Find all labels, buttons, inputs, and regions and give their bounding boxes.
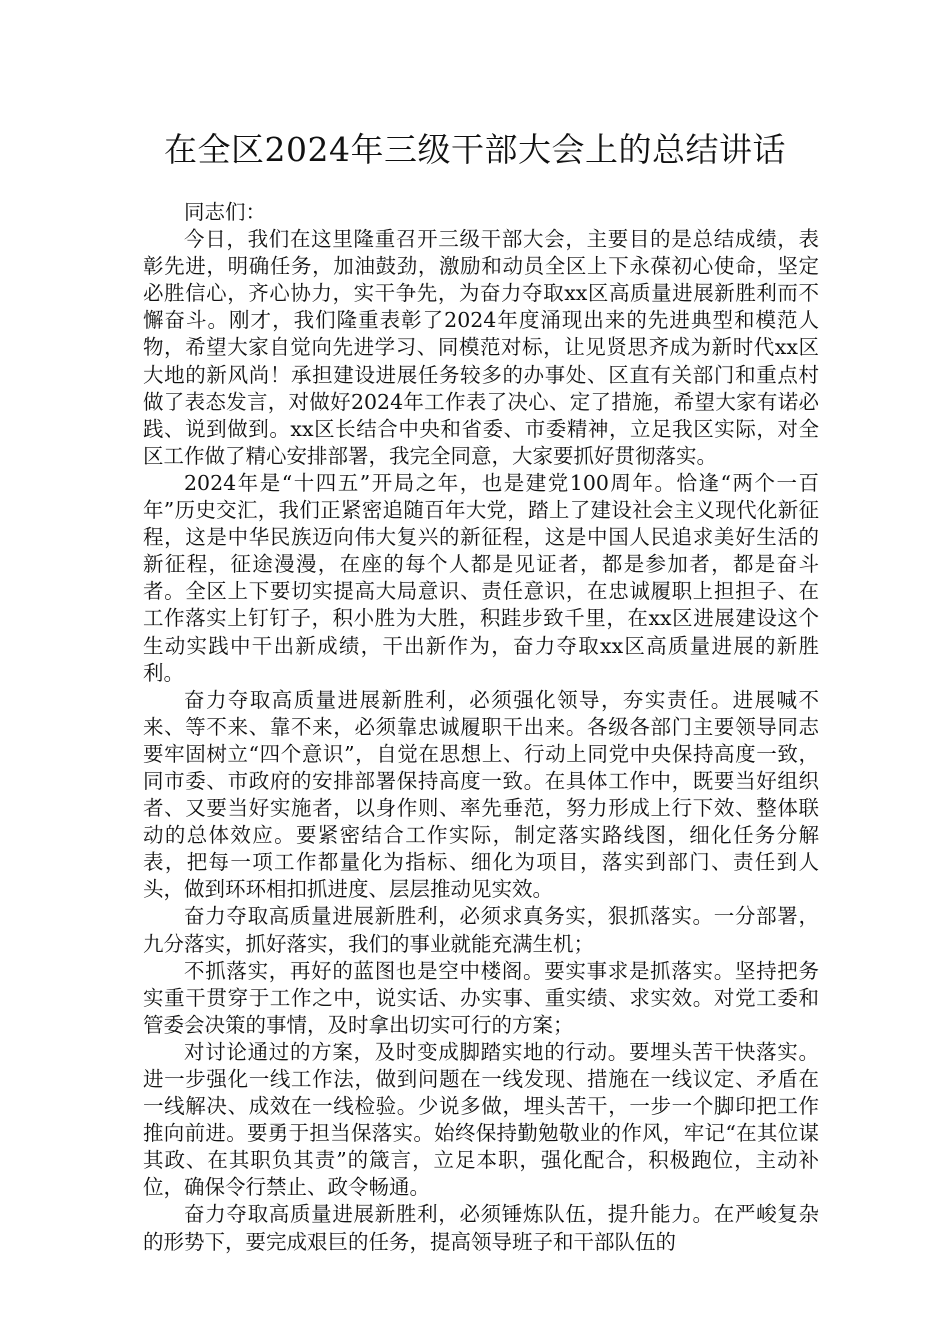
document-title: 在全区2024年三级干部大会上的总结讲话 [164,130,786,169]
paragraph: 今日，我们在这里隆重召开三级干部大会，主要目的是总结成绩，表彰先进，明确任务，加油鼓劲，激励和动员全区上下永葆初心使命，坚定必胜信心，齐心协力，实干争先，为奋力夺取xx区高质量进展新胜利而不懈奋斗。刚才，我们隆重表彰了2024年度涌现出来的先进典型和模范人物，希望大家自觉向先进学习、同模范对标，让见贤思齐成为新时代xx区大地的新风尚！承担建设进展任务较多的办事处、区直有关部门和重点村做了表态发言，对做好2024年工作表了决心、定了措施，希望大家有诺必践、说到做到。xx区长结合中央和省委、市委精神，立足我区实际，对全区工作做了精心安排部署，我完全同意，大家要抓好贯彻落实。 [143,227,819,468]
paragraph: 奋力夺取高质量进展新胜利，必须求真务实，狠抓落实。一分部署，九分落实，抓好落实，我们的事业就能充满生机； [143,904,819,956]
paragraph: 2024年是“十四五”开局之年，也是建党100周年。恰逢“两个一百年”历史交汇，我们正紧密追随百年大党，踏上了建设社会主义现代化新征程，这是中华民族迈向伟大复兴的新征程，这是中国人民追求美好生活的新征程，征途漫漫，在座的每个人都是见证者，都是参加者，都是奋斗者。全区上下要切实提高大局意识、责任意识，在忠诚履职上担担子、在工作落实上钉钉子，积小胜为大胜，积跬步致千里，在xx区进展建设这个生动实践中干出新成绩，干出新作为，奋力夺取xx区高质量进展的新胜利。 [143,470,819,685]
document-body [143,199,819,1256]
salutation: 同志们： [184,200,266,224]
paragraph: 奋力夺取高质量进展新胜利，必须锤炼队伍，提升能力。在严峻复杂的形势下，要完成艰巨的任务，提高领导班子和干部队伍的 [143,1202,819,1254]
paragraph: 不抓落实，再好的蓝图也是空中楼阁。要实事求是抓落实。坚持把务实重干贯穿于工作之中，说实话、办实事、重实绩、求实效。对党工委和管委会决策的事情，及时拿出切实可行的方案； [143,958,819,1037]
paragraph: 对讨论通过的方案，及时变成脚踏实地的行动。要埋头苦干快落实。进一步强化一线工作法，做到问题在一线发现、措施在一线议定、矛盾在一线解决、成效在一线检验。少说多做，埋头苦干，一步一个脚印把工作推向前进。要勇于担当保落实。始终保持勤勉敬业的作风，牢记“在其位谋其政、在其职负其责”的箴言，立足本职，强化配合，积极跑位，主动补位，确保令行禁止、政令畅通。 [143,1039,819,1200]
paragraph: 奋力夺取高质量进展新胜利，必须强化领导，夯实责任。进展喊不来、等不来、靠不来，必须靠忠诚履职干出来。各级各部门主要领导同志要牢固树立“四个意识”，自觉在思想上、行动上同党中央保持高度一致，同市委、市政府的安排部署保持高度一致。在具体工作中，既要当好组织者、又要当好实施者，以身作则、率先垂范，努力形成上行下效、整体联动的总体效应。要紧密结合工作实际，制定落实路线图，细化任务分解表，把每一项工作都量化为指标、细化为项目，落实到部门、责任到人头，做到环环相扣抓进度、层层推动见实效。 [143,687,819,902]
